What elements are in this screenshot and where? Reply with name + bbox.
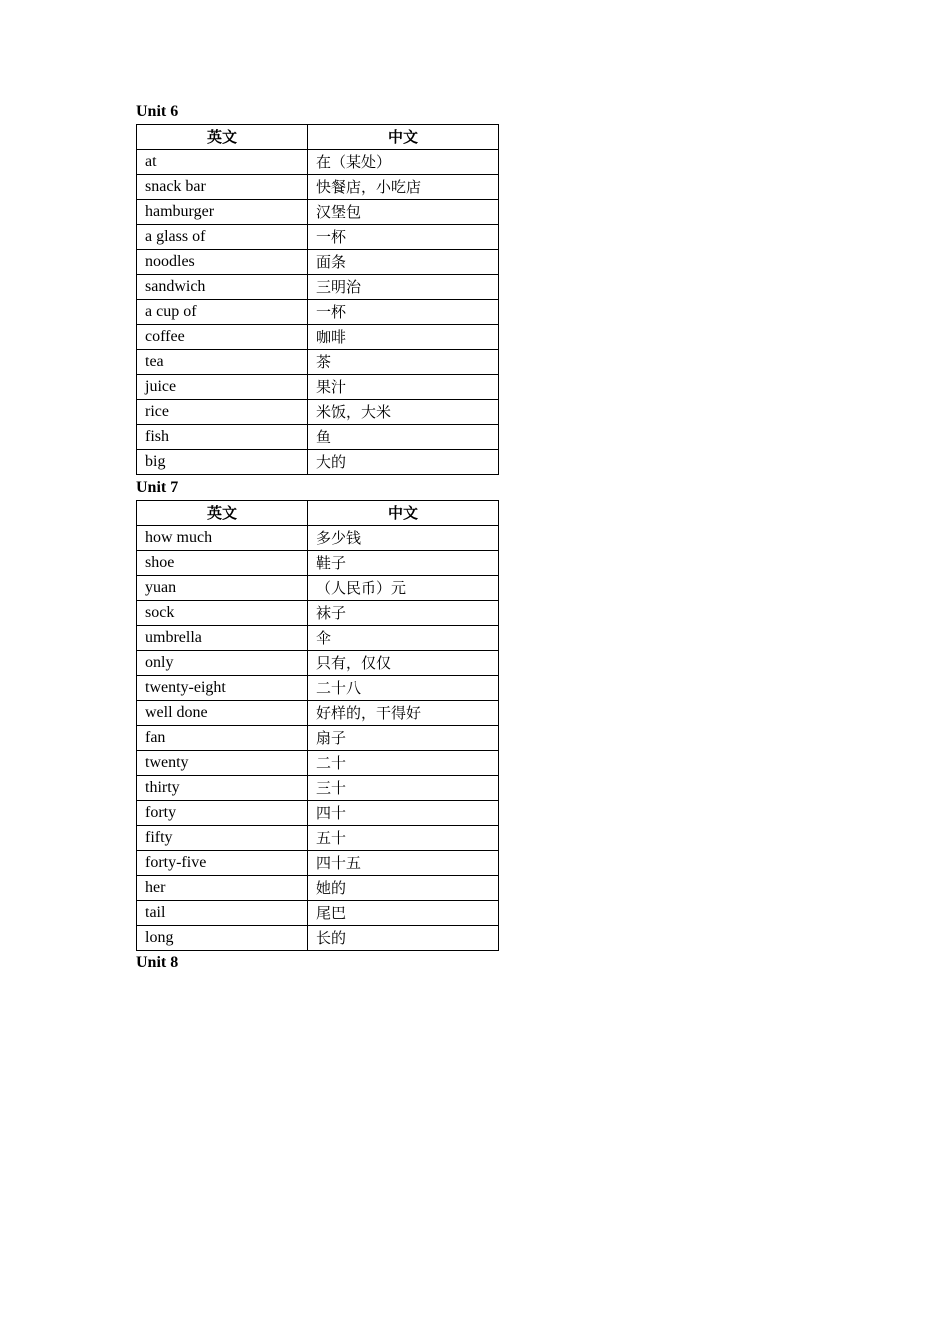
- table-row: [137, 901, 499, 926]
- english-word-cell: big: [137, 450, 308, 475]
- table-row: [137, 801, 499, 826]
- header-chinese: 中文: [308, 125, 499, 150]
- table-row: [137, 651, 499, 676]
- english-word-cell: forty: [137, 801, 308, 826]
- english-word-cell: long: [137, 926, 308, 951]
- chinese-meaning-cell: 在（某处）: [308, 150, 499, 175]
- chinese-meaning-cell: 汉堡包: [308, 200, 499, 225]
- english-word-cell: coffee: [137, 325, 308, 350]
- english-word-cell: hamburger: [137, 200, 308, 225]
- table-row: [137, 851, 499, 876]
- table-row: [137, 776, 499, 801]
- unit-8-heading: Unit 8: [136, 954, 179, 971]
- english-word-cell: at: [137, 150, 308, 175]
- chinese-meaning-cell: 五十: [308, 826, 499, 851]
- english-word-cell: fan: [137, 726, 308, 751]
- english-word-cell: rice: [137, 400, 308, 425]
- chinese-meaning-cell: 米饭，大米: [308, 400, 499, 425]
- table-row: [137, 375, 499, 400]
- chinese-meaning-cell: 面条: [308, 250, 499, 275]
- table-row: [137, 701, 499, 726]
- table-row: [137, 751, 499, 776]
- chinese-meaning-cell: 只有，仅仅: [308, 651, 499, 676]
- chinese-meaning-cell: 三十: [308, 776, 499, 801]
- chinese-meaning-cell: 鞋子: [308, 551, 499, 576]
- english-word-cell: juice: [137, 375, 308, 400]
- table-row: [137, 826, 499, 851]
- chinese-meaning-cell: 她的: [308, 876, 499, 901]
- unit-7-heading: Unit 7: [136, 479, 179, 496]
- table-row: [137, 325, 499, 350]
- chinese-meaning-cell: 茶: [308, 350, 499, 375]
- english-word-cell: tea: [137, 350, 308, 375]
- chinese-meaning-cell: 尾巴: [308, 901, 499, 926]
- english-word-cell: a cup of: [137, 300, 308, 325]
- header-english: 英文: [137, 501, 308, 526]
- english-word-cell: fifty: [137, 826, 308, 851]
- chinese-meaning-cell: 一杯: [308, 300, 499, 325]
- english-word-cell: snack bar: [137, 175, 308, 200]
- english-word-cell: thirty: [137, 776, 308, 801]
- chinese-meaning-cell: 快餐店，小吃店: [308, 175, 499, 200]
- table-row: [137, 876, 499, 901]
- table-row: [137, 926, 499, 951]
- table-header-row: [137, 501, 499, 526]
- unit-6-vocab-table: [136, 124, 499, 475]
- table-row: [137, 576, 499, 601]
- english-word-cell: twenty: [137, 751, 308, 776]
- table-row: [137, 225, 499, 250]
- chinese-meaning-cell: 鱼: [308, 425, 499, 450]
- chinese-meaning-cell: 二十八: [308, 676, 499, 701]
- chinese-meaning-cell: 咖啡: [308, 325, 499, 350]
- unit-7-vocab-table: [136, 500, 499, 951]
- english-word-cell: forty-five: [137, 851, 308, 876]
- english-word-cell: how much: [137, 526, 308, 551]
- chinese-meaning-cell: 四十: [308, 801, 499, 826]
- english-word-cell: well done: [137, 701, 308, 726]
- english-word-cell: sock: [137, 601, 308, 626]
- chinese-meaning-cell: （人民币）元: [308, 576, 499, 601]
- table-row: [137, 175, 499, 200]
- table-row: [137, 551, 499, 576]
- english-word-cell: yuan: [137, 576, 308, 601]
- english-word-cell: a glass of: [137, 225, 308, 250]
- english-word-cell: noodles: [137, 250, 308, 275]
- chinese-meaning-cell: 三明治: [308, 275, 499, 300]
- chinese-meaning-cell: 一杯: [308, 225, 499, 250]
- table-row: [137, 150, 499, 175]
- table-row: [137, 450, 499, 475]
- document-page: [136, 100, 498, 975]
- chinese-meaning-cell: 长的: [308, 926, 499, 951]
- header-english: 英文: [137, 125, 308, 150]
- english-word-cell: tail: [137, 901, 308, 926]
- english-word-cell: fish: [137, 425, 308, 450]
- table-row: [137, 350, 499, 375]
- table-row: [137, 250, 499, 275]
- unit-7-table-body: [137, 526, 499, 951]
- table-header-row: [137, 125, 499, 150]
- table-row: [137, 726, 499, 751]
- table-row: [137, 275, 499, 300]
- chinese-meaning-cell: 好样的，干得好: [308, 701, 499, 726]
- table-row: [137, 300, 499, 325]
- chinese-meaning-cell: 二十: [308, 751, 499, 776]
- chinese-meaning-cell: 多少钱: [308, 526, 499, 551]
- chinese-meaning-cell: 大的: [308, 450, 499, 475]
- unit-6-heading: Unit 6: [136, 103, 179, 120]
- table-row: [137, 601, 499, 626]
- english-word-cell: shoe: [137, 551, 308, 576]
- chinese-meaning-cell: 伞: [308, 626, 499, 651]
- chinese-meaning-cell: 扇子: [308, 726, 499, 751]
- chinese-meaning-cell: 果汁: [308, 375, 499, 400]
- chinese-meaning-cell: 四十五: [308, 851, 499, 876]
- unit-6-table-body: [137, 150, 499, 475]
- english-word-cell: twenty-eight: [137, 676, 308, 701]
- table-row: [137, 400, 499, 425]
- english-word-cell: umbrella: [137, 626, 308, 651]
- english-word-cell: only: [137, 651, 308, 676]
- chinese-meaning-cell: 袜子: [308, 601, 499, 626]
- english-word-cell: her: [137, 876, 308, 901]
- table-row: [137, 676, 499, 701]
- table-row: [137, 626, 499, 651]
- table-row: [137, 200, 499, 225]
- header-chinese: 中文: [308, 501, 499, 526]
- table-row: [137, 425, 499, 450]
- table-row: [137, 526, 499, 551]
- english-word-cell: sandwich: [137, 275, 308, 300]
